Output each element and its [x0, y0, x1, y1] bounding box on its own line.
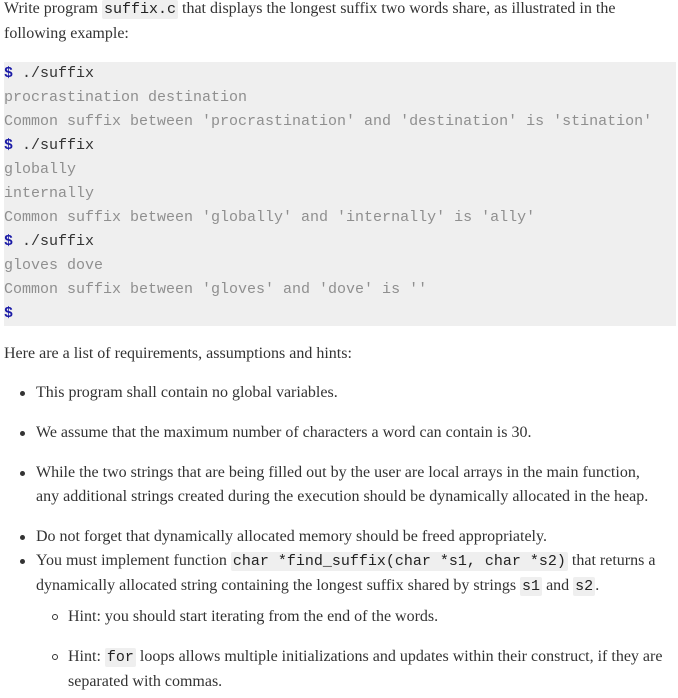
- hint-item: [68, 645, 668, 694]
- requirement-item: While the two strings that are being filled out by the user are local arrays in the main function, any additional strings created during the execution should be dynamically allocated in the heap.: [36, 461, 666, 509]
- requirement-text: You must implement function: [36, 552, 231, 569]
- terminal-example: [4, 62, 676, 326]
- prompt-symbol: $: [4, 233, 14, 250]
- requirement-item: This program shall contain no global variables.: [36, 381, 666, 405]
- intro-text-after: that displays the longest suffix two words share, as illustrated in the following example:: [4, 0, 616, 42]
- hint-text: loops allows multiple initializations and updates within their construct, if they are separated with commas.: [68, 648, 663, 690]
- requirement-text: that returns a dynamically allocated string containing the longest suffix shared by strings: [36, 552, 656, 594]
- terminal-line-4: globally: [4, 161, 77, 178]
- terminal-line-7: [4, 230, 676, 254]
- intro-text-before: Write program: [4, 0, 102, 17]
- terminal-line-1: procrastination destination: [4, 89, 248, 106]
- s1-code: s1: [522, 578, 541, 595]
- requirements-intro: Here are a list of requirements, assumptions and hints:: [4, 345, 352, 362]
- filename-code: suffix.c: [103, 1, 176, 18]
- function-signature-code: char *find_suffix(char *s1, char *s2): [232, 553, 566, 570]
- terminal-line-5: internally: [4, 185, 95, 202]
- terminal-line-2: Common suffix between 'procrastination' and 'destination' is 'stination': [4, 113, 653, 130]
- s2-code: s2: [575, 578, 594, 595]
- terminal-line-text: ./suffix: [13, 137, 95, 154]
- terminal-line-text: ./suffix: [13, 65, 95, 82]
- prompt-symbol: $: [4, 65, 14, 82]
- hint-item: Hint: you should start iterating from the end of the words.: [68, 605, 668, 629]
- terminal-line-8: gloves dove: [4, 257, 104, 274]
- requirement-item: Do not forget that dynamically allocated memory should be freed appropriately.: [36, 525, 666, 549]
- requirement-text: and: [542, 577, 574, 594]
- requirement-item: We assume that the maximum number of characters a word can contain is 30.: [36, 421, 666, 445]
- prompt-symbol: $: [4, 137, 14, 154]
- terminal-line-6: Common suffix between 'globally' and 'internally' is 'ally': [4, 209, 536, 226]
- requirement-item: [36, 549, 666, 690]
- intro-paragraph: [4, 0, 672, 46]
- terminal-line-9: Common suffix between 'gloves' and 'dove' is '': [4, 281, 428, 298]
- prompt-symbol: $: [4, 305, 14, 322]
- terminal-line-10: [4, 302, 676, 326]
- terminal-line-0: [4, 62, 676, 86]
- hint-text: Hint:: [68, 648, 105, 665]
- requirement-text: .: [595, 577, 600, 594]
- for-keyword-code: for: [106, 649, 134, 666]
- terminal-line-text: ./suffix: [13, 233, 95, 250]
- terminal-line-3: [4, 134, 676, 158]
